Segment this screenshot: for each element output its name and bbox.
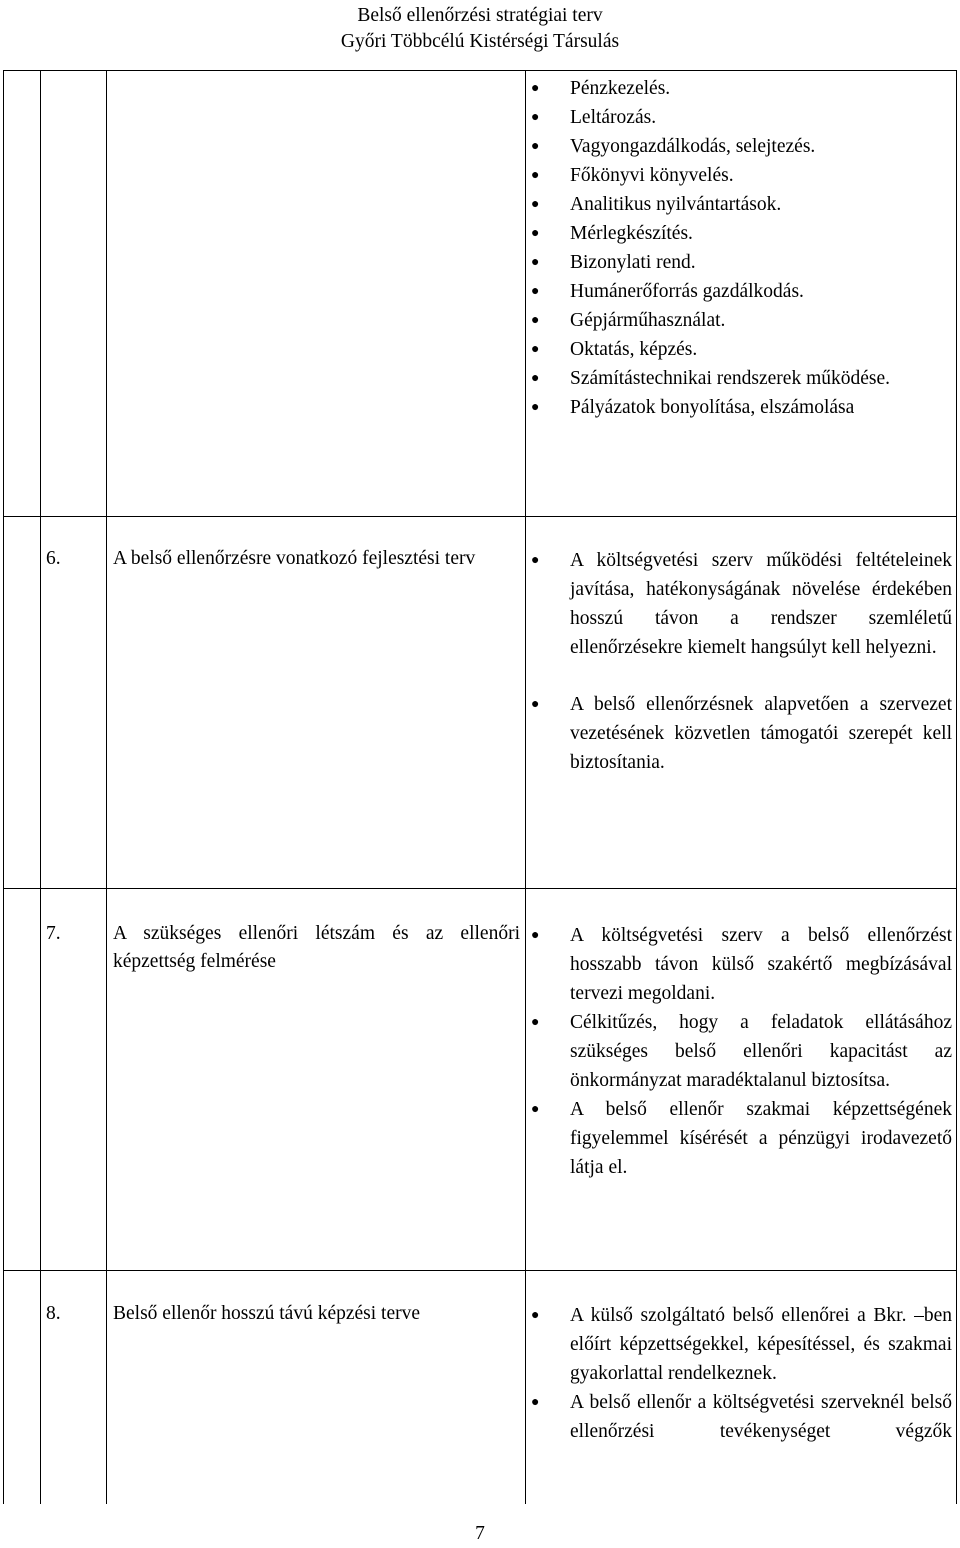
header-title: Belső ellenőrzési stratégiai terv xyxy=(357,5,603,26)
list-item: ● A külső szolgáltató belső ellenőrei a Bkr. –ben előírt képzettségekkel, képesítéssel, és szakmai gyakorlattal rendelkeznek. xyxy=(526,1301,952,1388)
row-task: A belső ellenőrzésre vonatkozó fejlesztési terv xyxy=(113,548,476,569)
list-item: ● Célkitűzés, hogy a feladatok ellátásához szükséges belső ellenőri kapacitást az önkormányzat maradéktalanul biztosítsa. xyxy=(526,1008,952,1095)
list-item: ● A belső ellenőr szakmai képzettségének figyelemmel kísérését a pénzügyi irodavezető látja el. xyxy=(526,1095,952,1182)
list-item: ● Gépjárműhasználat. xyxy=(526,306,952,335)
column-divider-number xyxy=(40,70,41,1504)
bullet-list-row5 xyxy=(526,74,952,422)
list-item: ● Oktatás, képzés. xyxy=(526,335,952,364)
row-number: 7. xyxy=(46,923,61,944)
list-spacer xyxy=(526,662,952,690)
row-number: 6. xyxy=(46,548,61,569)
list-item: ● Vagyongazdálkodás, selejtezés. xyxy=(526,132,952,161)
row-task: A szükséges ellenőri létszám és az ellenőri képzettség felmérése xyxy=(113,923,520,972)
bullet-list-row8 xyxy=(526,1301,952,1446)
bullet-list-row6 xyxy=(526,546,952,777)
page-number: 7 xyxy=(475,1523,485,1544)
list-item: ● A belső ellenőrzésnek alapvetően a szervezet vezetésének közvetlen támogatói szerepét kell biztosítania. xyxy=(526,690,952,777)
column-divider-task xyxy=(106,70,107,1504)
list-item: ● A költségvetési szerv működési feltételeinek javítása, hatékonyságának növelése érdekében hosszú távon a rendszer szemléletű ellenőrzésekre kiemelt hangsúlyt kell helyezni. xyxy=(526,546,952,662)
list-item: ● Pályázatok bonyolítása, elszámolása xyxy=(526,393,952,422)
list-item: ● Pénzkezelés. xyxy=(526,74,952,103)
list-item: ● Mérlegkészítés. xyxy=(526,219,952,248)
row-divider xyxy=(3,516,957,517)
list-item: ● Számítástechnikai rendszerek működése. xyxy=(526,364,952,393)
list-item: ● Főkönyvi könyvelés. xyxy=(526,161,952,190)
list-item: ● Leltározás. xyxy=(526,103,952,132)
list-item: ● A költségvetési szerv a belső ellenőrzést hosszabb távon külső szakértő megbízásával tervezi megoldani. xyxy=(526,921,952,1008)
row-divider xyxy=(3,888,957,889)
row-divider xyxy=(3,1270,957,1271)
list-item: ● A belső ellenőr a költségvetési szerveknél belső ellenőrzési tevékenységet végzők xyxy=(526,1388,952,1446)
row-number: 8. xyxy=(46,1303,61,1324)
list-item: ● Analitikus nyilvántartások. xyxy=(526,190,952,219)
list-item: ● Humánerőforrás gazdálkodás. xyxy=(526,277,952,306)
bullet-list-row7 xyxy=(526,921,952,1182)
header-subtitle: Győri Többcélú Kistérségi Társulás xyxy=(340,31,620,52)
list-item: ● Bizonylati rend. xyxy=(526,248,952,277)
row-task: Belső ellenőr hosszú távú képzési terve xyxy=(113,1303,421,1324)
